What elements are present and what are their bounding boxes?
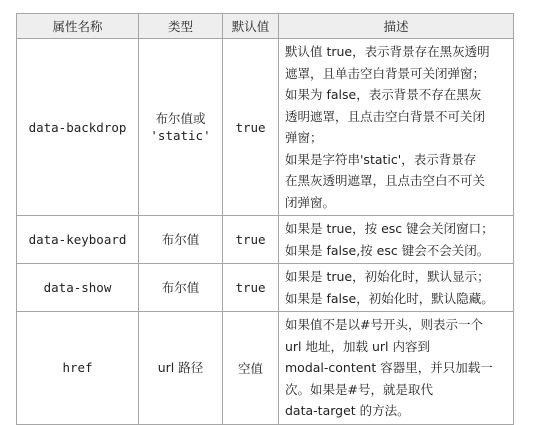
description-line: 如果是 true，初始化时，默认显示； (285, 269, 490, 284)
attr-name-cell: href (17, 312, 139, 425)
header-type: 类型 (139, 14, 223, 39)
header-default: 默认值 (223, 14, 279, 39)
type-line: 布尔值 (161, 280, 200, 295)
table-row (17, 216, 514, 264)
description-line: 透明遮罩，且点击空白背景不可关闭 (285, 108, 486, 124)
description-line: 如果是 false,按 esc 键会不会关闭。 (285, 242, 490, 258)
attr-name-cell: data-keyboard (17, 216, 139, 264)
description-line: 默认值 true，表示背景存在黑灰透明 (285, 44, 490, 59)
attr-name-cell: data-backdrop (17, 39, 139, 216)
description-line: data-target 的方法。 (285, 403, 410, 418)
description-line: 弹窗； (285, 130, 323, 145)
description-cell (279, 264, 514, 312)
type-line: 布尔值 (161, 232, 200, 247)
table-row (17, 264, 514, 312)
description-line: 次。如果是#号，就是取代 (285, 381, 433, 397)
table-row (17, 312, 514, 425)
description-line: 如果值不是以#号开头，则表示一个 (285, 317, 483, 332)
default-cell: true (223, 39, 279, 216)
description-line: 遮罩，且单击空白背景可关闭弹窗； (285, 65, 486, 81)
description-cell (279, 39, 514, 216)
attr-name-cell: data-show (17, 264, 139, 312)
description-line: 在黑灰透明遮罩，且点击空白不可关 (285, 173, 486, 188)
type-cell (139, 39, 223, 216)
description-cell (279, 216, 514, 264)
header-description: 描述 (279, 14, 514, 39)
description-line: 如果为 false，表示背景不存在黑灰 (285, 87, 482, 102)
default-cell: 空值 (223, 312, 279, 425)
description-line: 如果是 true，按 esc 键会关闭窗口； (285, 221, 494, 236)
description-line: 闭弹窗。 (285, 194, 336, 210)
default-cell: true (223, 264, 279, 312)
description-cell (279, 312, 514, 425)
table-row (17, 39, 514, 216)
description-line: url 地址，加载 url 内容到 (285, 338, 430, 354)
type-line: 'static' (150, 128, 211, 143)
description-line: 如果是 false，初始化时，默认隐藏。 (285, 290, 494, 306)
description-line: 如果是字符串'static'，表示背景存 (285, 151, 477, 167)
type-line: url 路径 (157, 360, 204, 376)
header-attr-name: 属性名称 (17, 14, 139, 39)
default-cell: true (223, 216, 279, 264)
type-cell (139, 264, 223, 312)
type-cell (139, 216, 223, 264)
type-cell (139, 312, 223, 425)
type-line: 布尔值或 (155, 111, 206, 126)
description-line: modal-content 容器里，并只加载一 (285, 360, 493, 375)
table-header-row (17, 14, 514, 39)
attribute-table (16, 13, 514, 425)
